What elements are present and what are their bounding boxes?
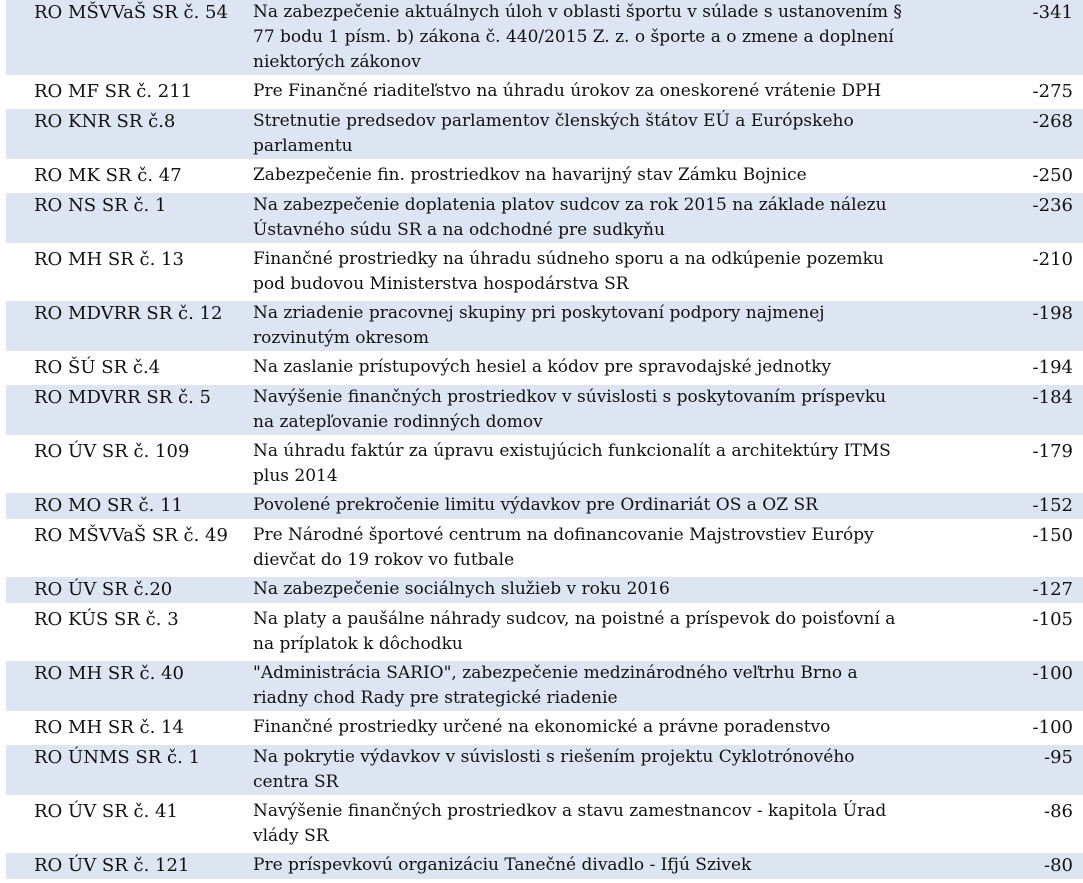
- measure-description: Na zabezpečenie sociálnych služieb v roku 2016: [227, 577, 917, 603]
- measure-id: RO MK SR č. 47: [6, 163, 227, 189]
- measure-description: Finančné prostriedky na úhradu súdneho sporu a na odkúpenie pozemku pod budovou Ministerstva hospodárstva SR: [227, 247, 917, 297]
- measure-description: Na platy a paušálne náhrady sudcov, na poistné a príspevok do poisťovní a na príplatok k dôchodku: [227, 607, 917, 657]
- measure-amount: -100: [917, 661, 1083, 711]
- table-row: [6, 439, 1083, 489]
- measure-id: RO MDVRR SR č. 12: [6, 301, 227, 351]
- measure-description: Zabezpečenie fin. prostriedkov na havarijný stav Zámku Bojnice: [227, 163, 917, 189]
- table-row: [6, 0, 1083, 75]
- measure-description: Pre Finančné riaditeľstvo na úhradu úrokov za oneskorené vrátenie DPH: [227, 79, 917, 105]
- measure-id: RO MŠVVaŠ SR č. 49: [6, 523, 227, 573]
- budget-measures-table: [6, 0, 1083, 883]
- table-row: [6, 109, 1083, 159]
- measure-id: RO MH SR č. 14: [6, 715, 227, 741]
- measure-description: Na zabezpečenie doplatenia platov sudcov za rok 2015 na základe nálezu Ústavného súdu SR a na odchodné pre sudkyňu: [227, 193, 917, 243]
- measure-amount: -268: [917, 109, 1083, 159]
- measure-id: RO KNR SR č.8: [6, 109, 227, 159]
- table-row: [6, 799, 1083, 849]
- measure-id: RO ÚV SR č.20: [6, 577, 227, 603]
- measure-description: Navýšenie finančných prostriedkov a stavu zamestnancov - kapitola Úrad vlády SR: [227, 799, 917, 849]
- measure-amount: -250: [917, 163, 1083, 189]
- measure-id: RO ŠÚ SR č.4: [6, 355, 227, 381]
- table-row: [6, 163, 1083, 189]
- measure-id: RO MDVRR SR č. 5: [6, 385, 227, 435]
- measure-amount: -105: [917, 607, 1083, 657]
- measure-id: RO ÚNMS SR č. 1: [6, 745, 227, 795]
- table-row: [6, 745, 1083, 795]
- measure-amount: -152: [917, 493, 1083, 519]
- measure-id: RO ÚV SR č. 41: [6, 799, 227, 849]
- measure-id: RO MH SR č. 40: [6, 661, 227, 711]
- measure-id: RO NS SR č. 1: [6, 193, 227, 243]
- measure-id: RO MH SR č. 13: [6, 247, 227, 297]
- measure-amount: -100: [917, 715, 1083, 741]
- measure-amount: -86: [917, 799, 1083, 849]
- measure-id: RO MŠVVaŠ SR č. 54: [6, 0, 227, 75]
- measure-id: RO MF SR č. 211: [6, 79, 227, 105]
- measure-description: Na pokrytie výdavkov v súvislosti s riešením projektu Cyklotrónového centra SR: [227, 745, 917, 795]
- measure-id: RO ÚV SR č. 121: [6, 853, 227, 879]
- measure-amount: -179: [917, 439, 1083, 489]
- measure-description: Pre Národné športové centrum na dofinancovanie Majstrovstiev Európy dievčat do 19 rokov vo futbale: [227, 523, 917, 573]
- table-row: [6, 79, 1083, 105]
- measure-description: Na zaslanie prístupových hesiel a kódov pre spravodajské jednotky: [227, 355, 917, 381]
- measure-amount: -184: [917, 385, 1083, 435]
- measure-id: RO KÚS SR č. 3: [6, 607, 227, 657]
- measure-amount: -95: [917, 745, 1083, 795]
- table-row: [6, 193, 1083, 243]
- table-row: [6, 385, 1083, 435]
- measure-amount: -198: [917, 301, 1083, 351]
- measure-id: RO ÚV SR č. 109: [6, 439, 227, 489]
- table-row: [6, 577, 1083, 603]
- measure-description: Povolené prekročenie limitu výdavkov pre Ordinariát OS a OZ SR: [227, 493, 917, 519]
- table-row: [6, 715, 1083, 741]
- measure-amount: -236: [917, 193, 1083, 243]
- table-row: [6, 853, 1083, 879]
- measure-amount: -80: [917, 853, 1083, 879]
- measure-id: RO MO SR č. 11: [6, 493, 227, 519]
- measure-description: Na zriadenie pracovnej skupiny pri poskytovaní podpory najmenej rozvinutým okresom: [227, 301, 917, 351]
- table-row: [6, 607, 1083, 657]
- measure-description: Finančné prostriedky určené na ekonomické a právne poradenstvo: [227, 715, 917, 741]
- measure-description: Na úhradu faktúr za úpravu existujúcich funkcionalít a architektúry ITMS plus 2014: [227, 439, 917, 489]
- measure-description: Navýšenie finančných prostriedkov v súvislosti s poskytovaním príspevku na zatepľovanie rodinných domov: [227, 385, 917, 435]
- table-row: [6, 661, 1083, 711]
- measure-amount: -150: [917, 523, 1083, 573]
- measure-amount: -210: [917, 247, 1083, 297]
- table-row: [6, 493, 1083, 519]
- table-row: [6, 523, 1083, 573]
- measure-amount: -194: [917, 355, 1083, 381]
- measure-amount: -275: [917, 79, 1083, 105]
- measure-description: Na zabezpečenie aktuálnych úloh v oblasti športu v súlade s ustanovením § 77 bodu 1 písm. b) zákona č. 440/2015 Z. z. o športe a o zmene a doplnení niektorých zákonov: [227, 0, 917, 75]
- table-row: [6, 355, 1083, 381]
- measure-amount: -341: [917, 0, 1083, 75]
- measure-description: Stretnutie predsedov parlamentov členských štátov EÚ a Európskeho parlamentu: [227, 109, 917, 159]
- table-row: [6, 301, 1083, 351]
- measure-amount: -127: [917, 577, 1083, 603]
- table-row: [6, 247, 1083, 297]
- measure-description: "Administrácia SARIO", zabezpečenie medzinárodného veľtrhu Brno a riadny chod Rady pre strategické riadenie: [227, 661, 917, 711]
- measure-description: Pre príspevkovú organizáciu Tanečné divadlo - Ifjú Szivek: [227, 853, 917, 879]
